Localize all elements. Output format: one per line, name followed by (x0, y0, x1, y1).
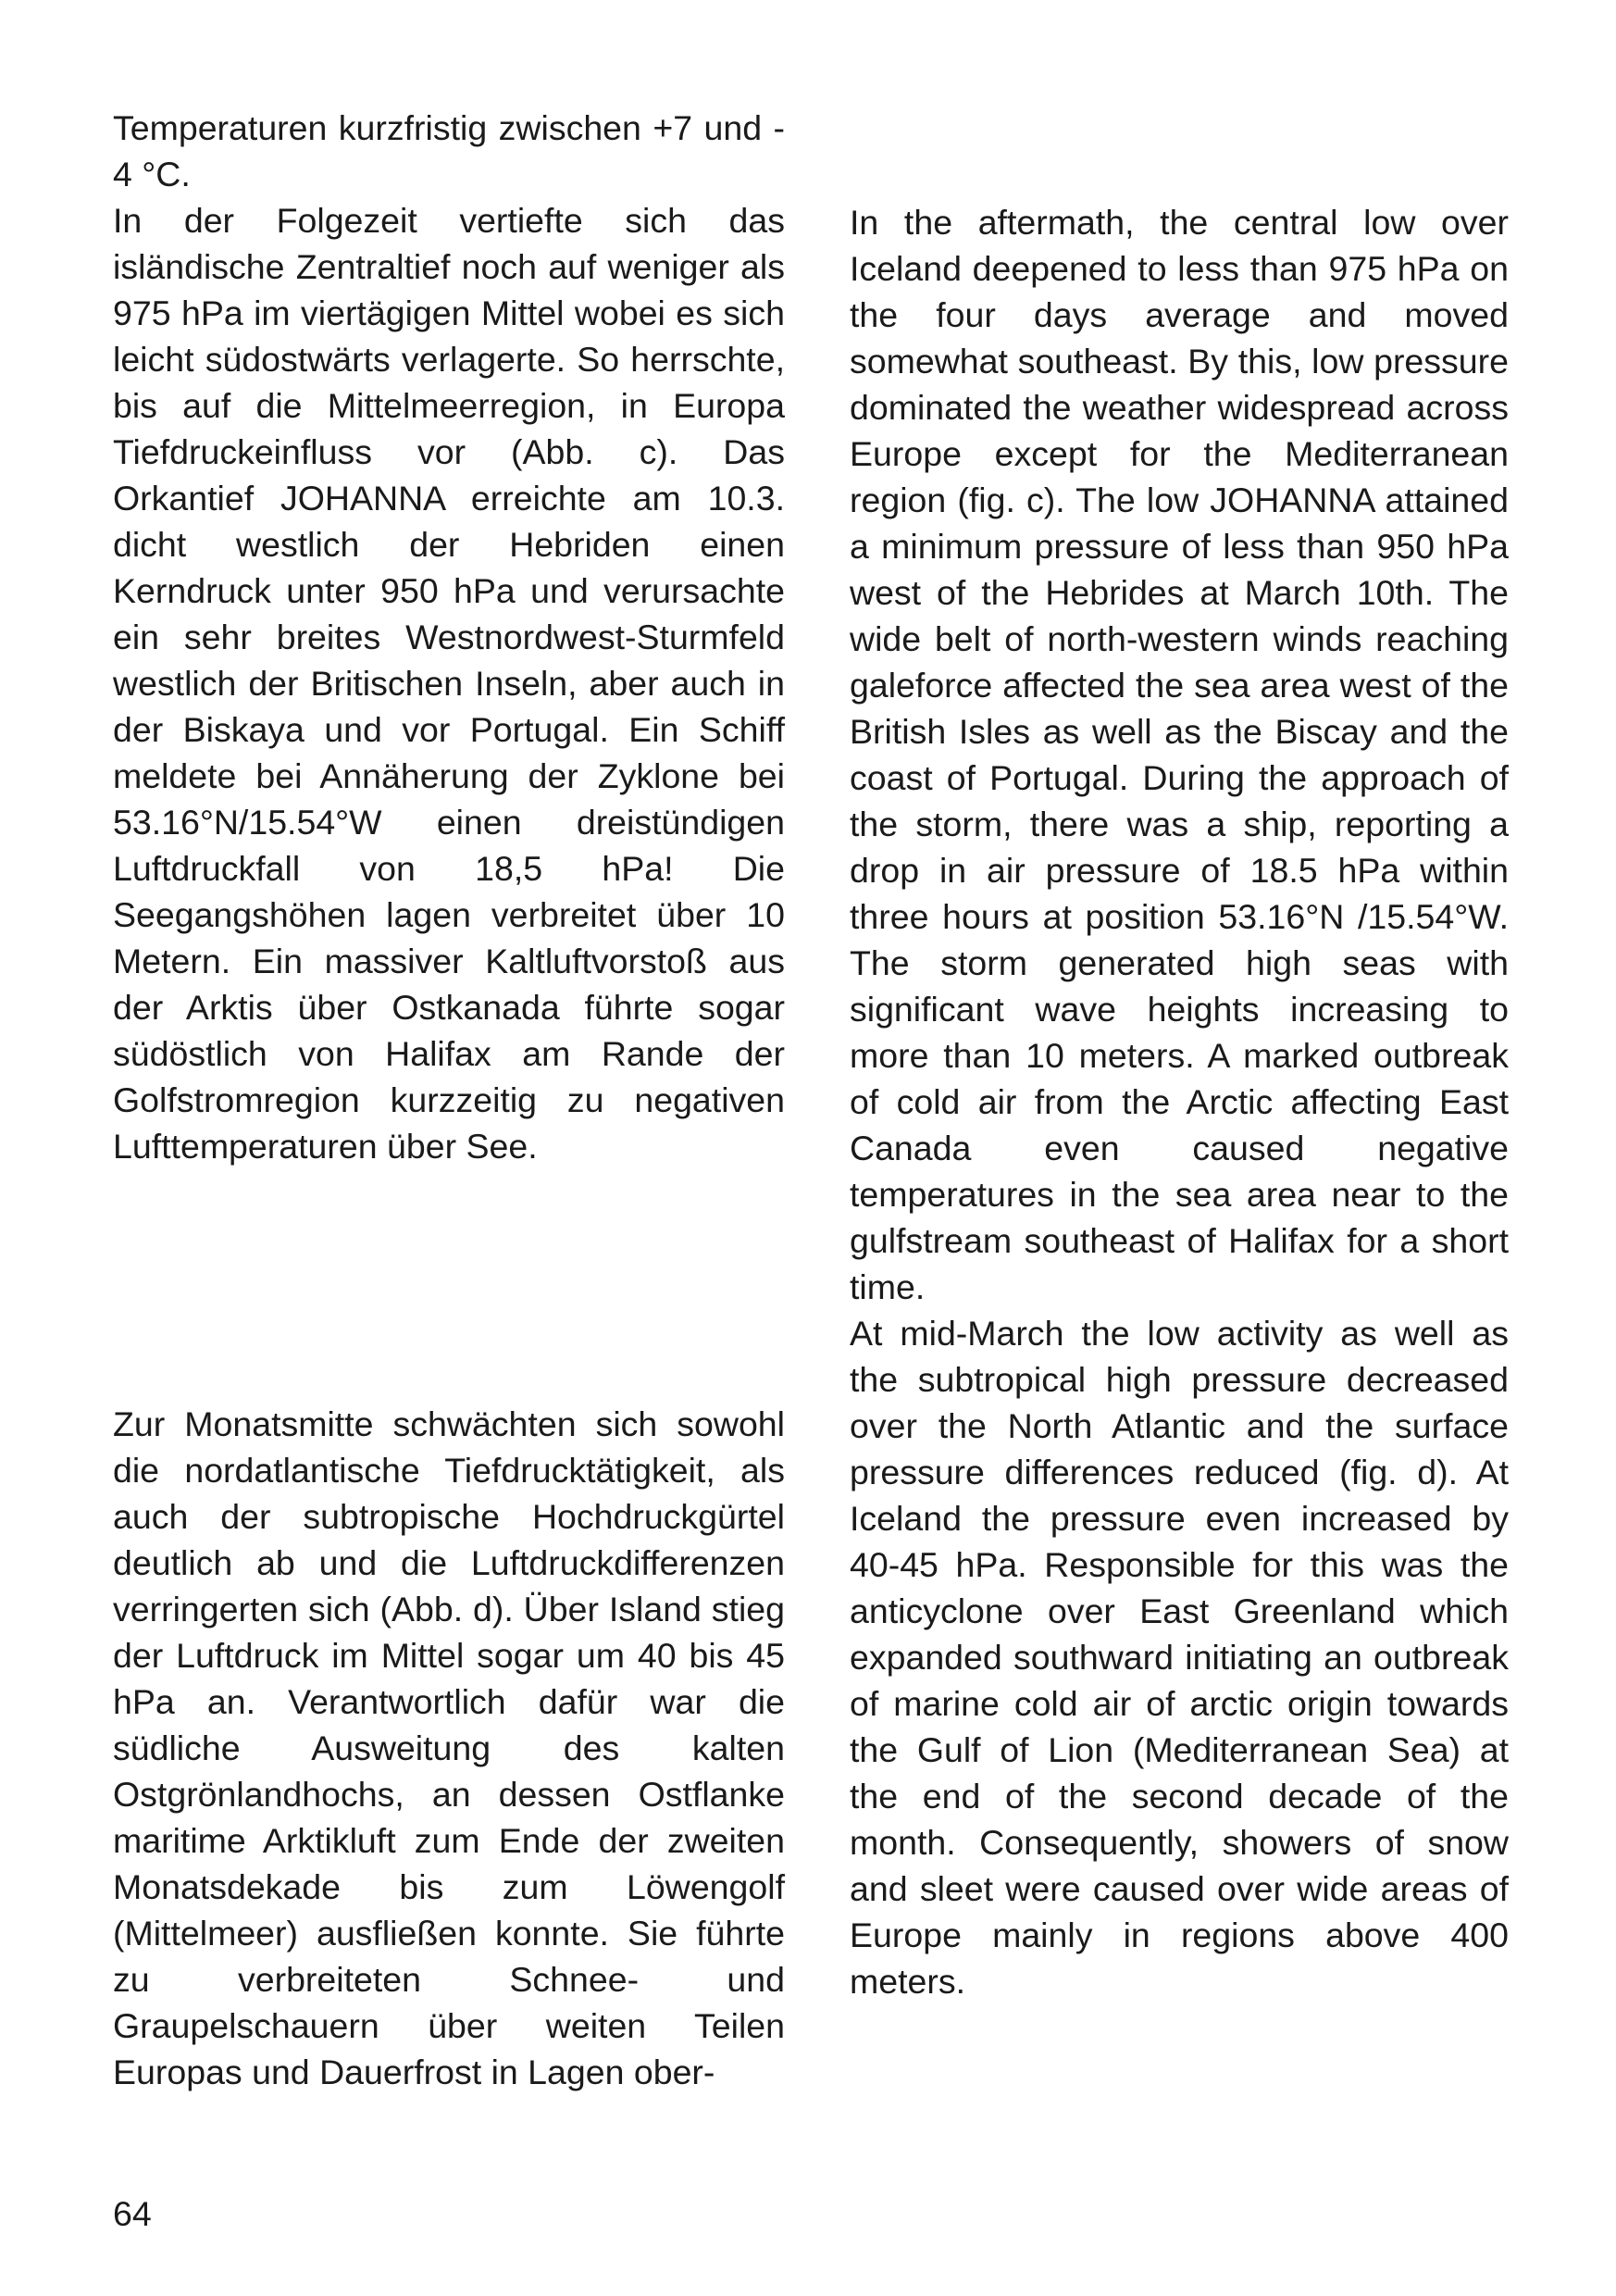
page-number: 64 (113, 2194, 152, 2233)
english-column (850, 199, 1509, 2004)
german-column (113, 105, 785, 2091)
german-paragraph-temperature-range: Temperaturen kurzfristig zwischen +7 und - 4 °C. (113, 108, 785, 193)
english-paragraph-mid-month: At mid-March the low activity as well as the subtropical high pressure decreased over the North Atlantic and the surface pressure differences reduced (fig. d). At Iceland the pressure even increased by 40-45 hPa. Responsible for this was the anticyclone over East Greenland which expanded southward initiating an outbreak of marine cold air of arctic origin towards the Gulf of Lion (Mediterranean Sea) at the end of the second decade of the month. Consequently, showers of snow and sleet were caused over wide areas of Europe mainly in regions above 400 meters. (850, 1314, 1509, 2001)
german-paragraph-mid-month: Zur Monatsmitte schwächten sich sowohl die nordatlantische Tiefdrucktätigkeit, als auch der subtropische Hochdruckgürtel deutlich ab und die Luftdruckdifferenzen verringerten sich (Abb. d). Über Island stieg der Luftdruck im Mittel sogar um 40 bis 45 hPa an. Verantwortlich dafür war die südliche Ausweitung des kalten Ostgrönlandhochs, an dessen Ostflanke maritime Arktikluft zum Ende der zweiten Monatsdekade bis zum Löwengolf (Mittelmeer) ausfließen konnte. Sie führte zu verbreiteten Schnee- und Graupelschauern über weiten Teilen Europas und Dauerfrost in Lagen ober- (113, 1404, 785, 2091)
english-paragraph-icelandic-low: In the aftermath, the central low over Iceland deepened to less than 975 hPa on the four days average and moved somewhat southeast. By this, low pressure dominated the weather widespread across Europe except for the Mediterranean region (fig. c). The low JOHANNA attained a minimum pressure of less than 950 hPa west of the Hebrides at March 10th. The wide belt of north-western winds reaching galeforce affected the sea area west of the British Isles as well as the Biscay and the coast of Portugal. During the approach of the storm, there was a ship, reporting a drop in air pressure of 18.5 hPa within three hours at position 53.16°N /15.54°W. The storm generated high seas with significant wave heights increasing to more than 10 meters. A marked outbreak of cold air from the Arctic affecting East Canada even caused negative temperatures in the sea area near to the gulfstream southeast of Halifax for a short time. (850, 203, 1509, 1306)
german-paragraph-icelandic-low: In der Folgezeit vertiefte sich das isländische Zentraltief noch auf weniger als 975 hPa im viertägigen Mittel wobei es sich leicht südostwärts verlagerte. So herrschte, bis auf die Mittelmeerregion, in Europa Tiefdruckeinfluss vor (Abb. c). Das Orkantief JOHANNA erreichte am 10.3. dicht westlich der Hebriden einen Kerndruck unter 950 hPa und verursachte ein sehr breites Westnordwest-Sturmfeld westlich der Britischen Inseln, aber auch in der Biskaya und vor Portugal. Ein Schiff meldete bei Annäherung der Zyklone bei 53.16°N/15.54°W einen dreistündigen Luftdruckfall von 18,5 hPa! Die Seegangshöhen lagen verbreitet über 10 Metern. Ein massiver Kaltluftvorstoß aus der Arktis über Ostkanada führte sogar südöstlich von Halifax am Rande der Golfstromregion kurzzeitig zu negativen Lufttemperaturen über See. (113, 201, 785, 1166)
